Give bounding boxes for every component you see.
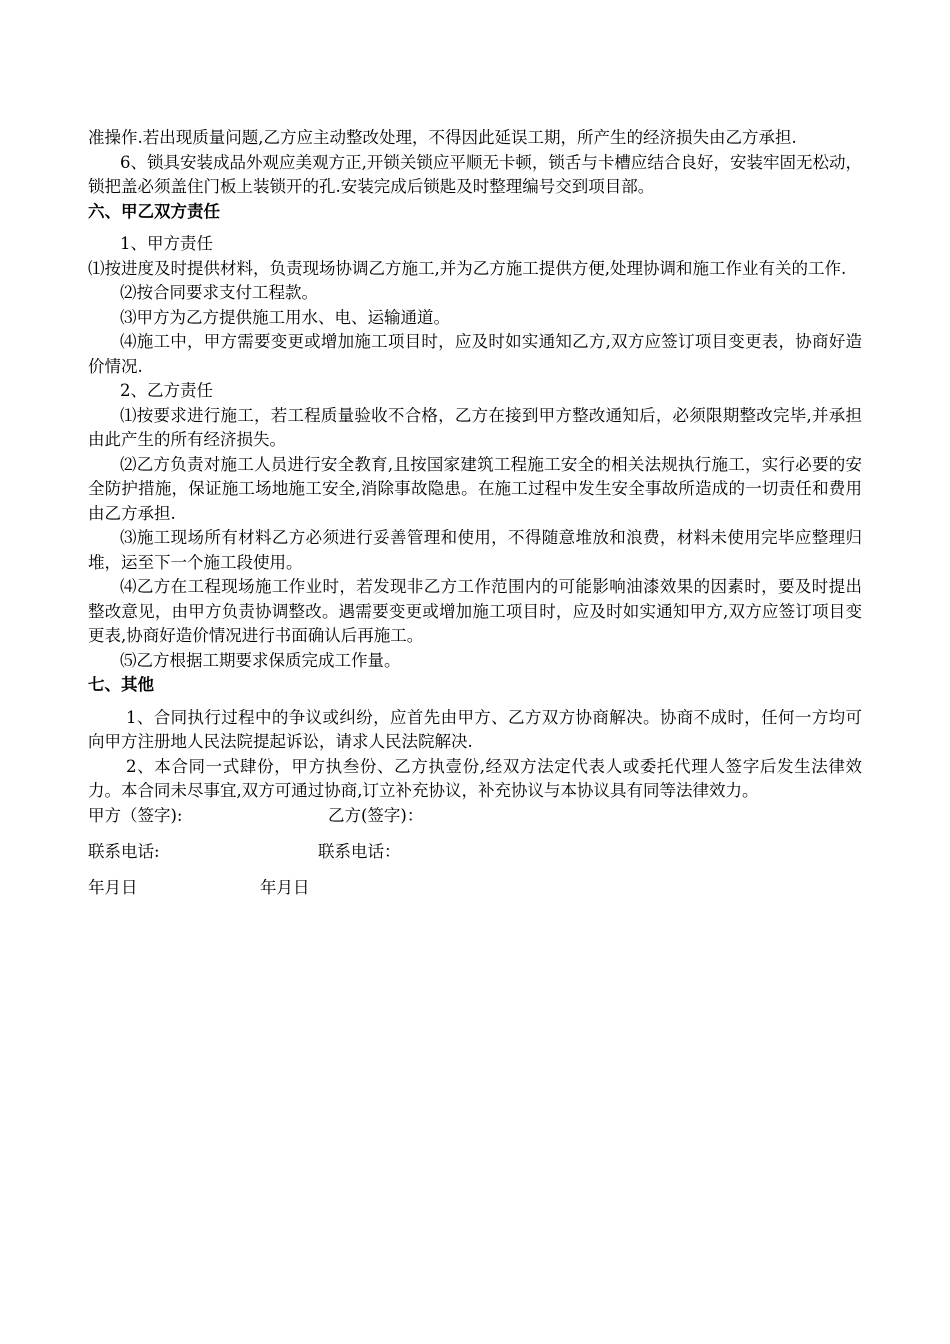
party-a-duty-1: ⑴按进度及时提供材料，负责现场协调乙方施工,并为乙方施工提供方便,处理协调和施工作业有关的工作. — [88, 258, 847, 278]
section-heading-6: 六、甲乙双方责任 — [88, 201, 220, 221]
paragraph-continued: 准操作.若出现质量问题,乙方应主动整改处理，不得因此延误工期，所产生的经济损失由乙方承担. — [88, 128, 797, 147]
section-heading-7: 七、其他 — [88, 675, 154, 694]
party-b-duty-5: ⑸乙方根据工期要求保质完成工作量。 — [120, 650, 401, 670]
date-row — [88, 876, 862, 900]
party-b-duty-4: ⑷乙方在工程现场施工作业时，若发现非乙方工作范围内的可能影响油漆效果的因素时，要及时提出整改意见，由甲方负责协调整改。遇需要变更或增加施工项目时，应及时如实通知甲方,双方应签订项目变更表,协商好造价情况进行书面确认后再施工。 — [88, 577, 862, 645]
party-a-duty-4: ⑷施工中，甲方需要变更或增加施工项目时，应及时如实通知乙方,双方应签订项目变更表，协商好造价情况. — [88, 332, 862, 376]
party-a-duty-2: ⑵按合同要求支付工程款。 — [120, 283, 318, 302]
party-b-date-label: 年月日 — [260, 877, 310, 897]
phone-row — [88, 840, 862, 864]
subheading-party-b: 2、乙方责任 — [120, 381, 213, 400]
other-clause-1: 1、合同执行过程中的争议或纠纷，应首先由甲方、乙方双方协商解决。协商不成时，任何一方均可向甲方注册地人民法院提起诉讼，请求人民法院解决. — [88, 707, 862, 751]
party-a-phone-label: 联系电话: — [88, 841, 160, 861]
party-b-duty-3: ⑶施工现场所有材料乙方必须进行妥善管理和使用，不得随意堆放和浪费，材料未使用完毕应整理归堆，运至下一个施工段使用。 — [88, 528, 862, 572]
other-clause-2: 2、本合同一式肆份，甲方执叁份、乙方执壹份,经双方法定代表人或委托代理人签字后发生法律效力。本合同未尽事宜,双方可通过协商,订立补充协议，补充协议与本协议具有同等法律效力。 — [88, 756, 862, 800]
party-a-date-label: 年月日 — [88, 877, 138, 897]
party-b-duty-2: ⑵乙方负责对施工人员进行安全教育,且按国家建筑工程施工安全的相关法规执行施工，实行必要的安全防护措施，保证施工场地施工安全,消除事故隐患。在施工过程中发生安全事故所造成的一切责任和费用由乙方承担. — [88, 454, 862, 523]
party-a-duty-3: ⑶甲方为乙方提供施工用水、电、运输通道。 — [120, 307, 450, 327]
signature-row — [88, 804, 862, 828]
party-b-signature-label: 乙方(签字)： — [328, 805, 424, 825]
subheading-party-a: 1、甲方责任 — [120, 234, 213, 253]
party-a-signature-label: 甲方（签字): — [88, 805, 183, 825]
party-b-duty-1: ⑴按要求进行施工，若工程质量验收不合格，乙方在接到甲方整改通知后，必须限期整改完毕,并承担由此产生的所有经济损失。 — [88, 405, 862, 449]
paragraph-item-6: 6、锁具安装成品外观应美观方正,开锁关锁应平顺无卡顿，锁舌与卡槽应结合良好，安装牢固无松动，锁把盖必须盖住门板上装锁开的孔.安装完成后锁匙及时整理编号交到项目部。 — [88, 152, 862, 196]
party-b-phone-label: 联系电话： — [318, 841, 401, 861]
